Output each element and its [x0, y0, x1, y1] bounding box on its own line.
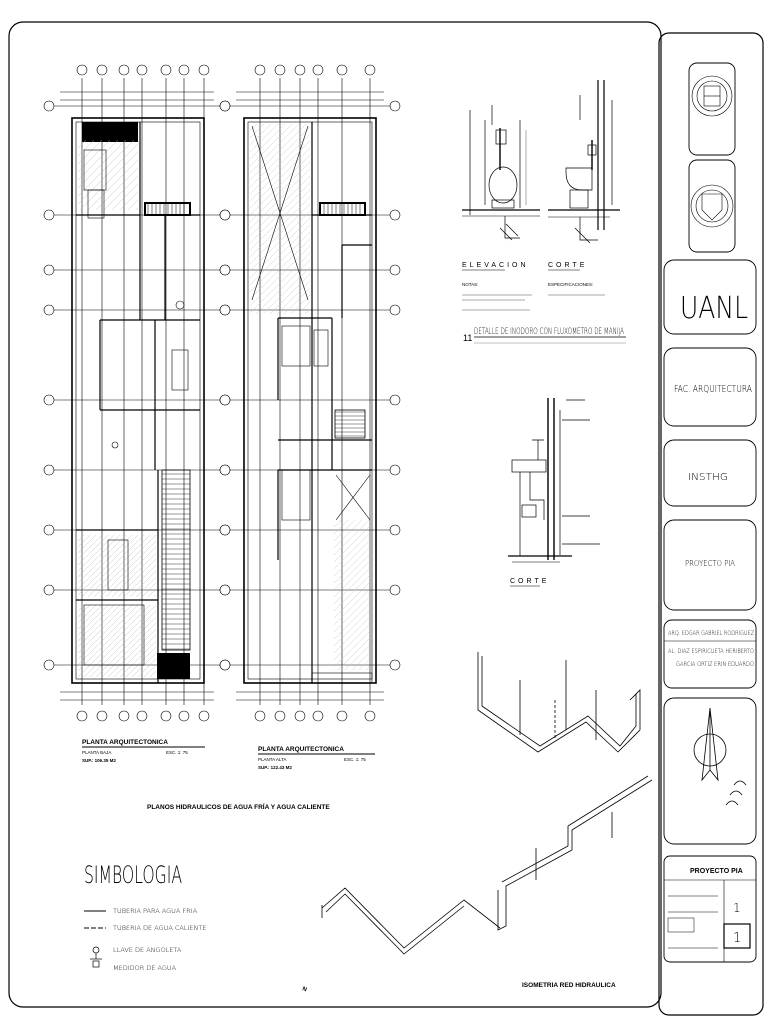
sheet-border: [9, 22, 661, 1007]
svg-text:SUP.: 106.35 M2: SUP.: 106.35 M2: [82, 758, 116, 763]
svg-text:PLANTA ARQUITECTONICA: PLANTA ARQUITECTONICA: [258, 746, 344, 753]
floor-plan-upper: [220, 65, 400, 721]
faculty-name: FAC. ARQUITECTURA: [674, 384, 753, 395]
student-1: AL. DIAZ ESPIRICUETA HERIBERTO: [668, 647, 754, 655]
floor-plan-ground: [44, 65, 230, 721]
plan-title-right: [258, 746, 375, 770]
course-name: INSTHG: [688, 472, 728, 483]
sheet-project: PROYECTO PIA: [690, 868, 743, 875]
section-sink-label: CORTE: [510, 578, 550, 585]
elevation-label: ELEVACION: [462, 262, 529, 269]
sheet-number: 1: [733, 931, 742, 946]
legend-title: SIMBOLOGIA: [84, 861, 182, 889]
uanl-seal-icon: [692, 76, 732, 116]
detail-title: DETALLE DE INODORO CON FLUXOMETRO DE MANIJA: [474, 327, 625, 337]
student-2: GARCIA ORTIZ ERIN EDUARDO: [676, 660, 754, 668]
faculty-seal-icon: [691, 185, 733, 227]
svg-text:PLANTA ALTA: PLANTA ALTA: [258, 757, 287, 762]
professor-name: ARQ. EDGAR GABRIEL RODRIGUEZ: [668, 629, 755, 637]
legend: [84, 861, 206, 972]
svg-text:PLANTA ARQUITECTONICA: PLANTA ARQUITECTONICA: [82, 739, 168, 746]
section-label: CORTE: [548, 262, 588, 269]
valve-icon: [90, 947, 102, 959]
detail-elevation: [462, 105, 540, 240]
north-arrow-icon: [694, 708, 746, 805]
legend-item-valve: LLAVE DE ANGOLETA: [113, 946, 182, 954]
plan-title-left: [82, 739, 205, 763]
drawing-title: PLANOS HIDRAULICOS DE AGUA FRÍA Y AGUA CALIENTE: [147, 804, 330, 811]
project-name: PROYECTO PIA: [685, 559, 736, 568]
svg-text:ESC. 1: 75: ESC. 1: 75: [344, 757, 366, 762]
detail-section-sink: [508, 398, 600, 562]
svg-text:SUP.: 122.43 M2: SUP.: 122.43 M2: [258, 765, 292, 770]
legend-item-cold: TUBERIA PARA AGUA FRIA: [113, 907, 198, 915]
legend-item-meter: MEDIDOR DE AGUA: [113, 964, 177, 972]
svg-text:ESPECIFICACIONES:: ESPECIFICACIONES:: [548, 282, 594, 287]
north-mark: N: [301, 986, 308, 994]
meter-icon: [93, 961, 99, 967]
detail-section: [548, 80, 620, 243]
isometric-title: ISOMETRIA RED HIDRAULICA: [522, 982, 616, 989]
sheet-number-top: 1: [733, 901, 741, 915]
svg-text:NOTAS:: NOTAS:: [462, 282, 479, 287]
svg-text:PLANTA BAJA: PLANTA BAJA: [82, 750, 112, 755]
university-name: UANL: [680, 291, 748, 326]
isometric-network: [322, 652, 652, 954]
svg-text:ESC. 1: 75: ESC. 1: 75: [166, 750, 188, 755]
legend-item-hot: TUBERIA DE AGUA CALIENTE: [113, 924, 207, 932]
detail-number: 11: [463, 333, 473, 343]
title-block: [664, 63, 756, 962]
detail-notes: [462, 282, 605, 310]
